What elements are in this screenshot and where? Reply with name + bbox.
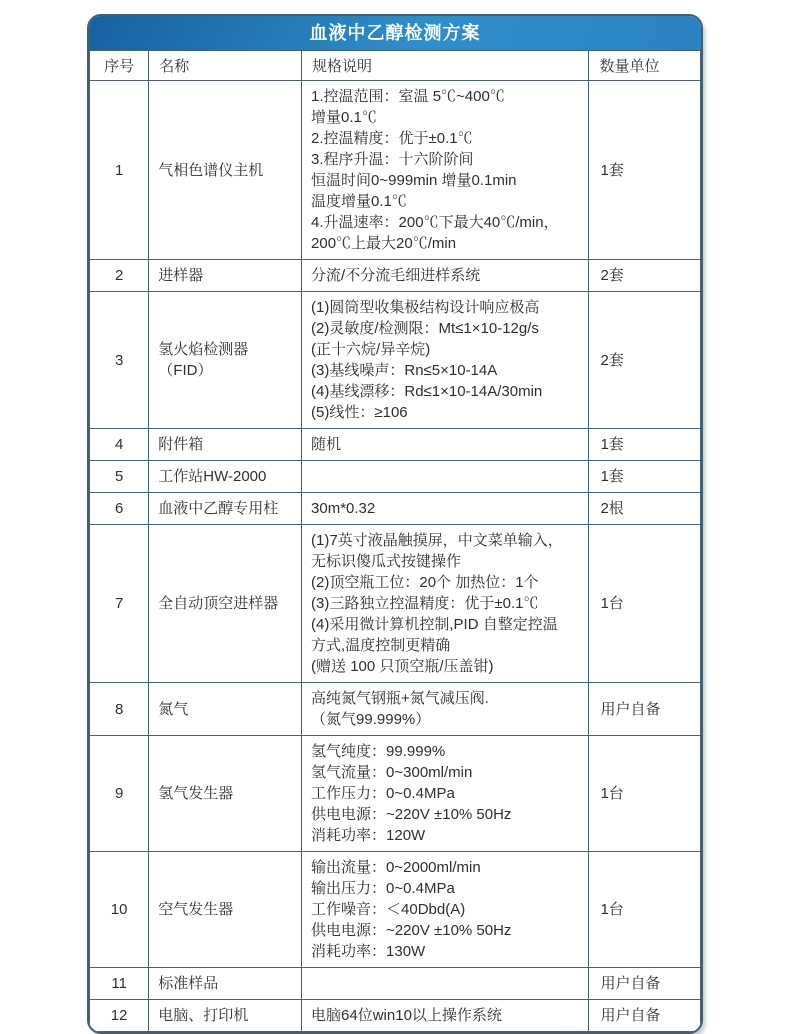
- spec-line: 供电电源：~220V ±10% 50Hz: [311, 922, 512, 939]
- quantity-cell: 1套: [589, 429, 701, 461]
- spec-line: (赠送 100 只顶空瓶/压盖钳): [311, 658, 494, 675]
- spec-cell: [302, 736, 589, 852]
- table-row: [90, 525, 701, 683]
- spec-line: (5)线性：≥106: [311, 404, 408, 421]
- row-number-cell: 8: [90, 683, 149, 736]
- row-number-cell: 10: [90, 852, 149, 968]
- table-row: [90, 736, 701, 852]
- quantity-cell: 2套: [589, 292, 701, 429]
- row-number-cell: 1: [90, 81, 149, 260]
- table-row: [90, 1000, 701, 1032]
- spec-cell: [302, 1000, 589, 1032]
- row-number-cell: 4: [90, 429, 149, 461]
- spec-line: 2.控温精度：优于±0.1℃: [311, 130, 473, 147]
- spec-line: 30m*0.32: [311, 500, 376, 517]
- spec-line: 电脑64位win10以上操作系统: [311, 1007, 502, 1024]
- spec-line: (1)7英寸液晶触摸屏，中文菜单输入，: [311, 532, 563, 549]
- spec-line: 无标识傻瓜式按键操作: [311, 553, 462, 570]
- quantity-cell: 2根: [589, 493, 701, 525]
- spec-cell: [302, 852, 589, 968]
- column-header-spec: 规格说明: [302, 51, 589, 81]
- spec-cell: [302, 292, 589, 429]
- quantity-cell: 1台: [589, 736, 701, 852]
- quantity-cell: 1台: [589, 852, 701, 968]
- spec-line: 消耗功率：120W: [311, 827, 426, 844]
- spec-line: 1.控温范围：室温 5℃~400℃: [311, 88, 505, 105]
- table-body: [90, 81, 701, 1032]
- quantity-cell: 用户自备: [589, 683, 701, 736]
- spec-line: 输出压力：0~0.4MPa: [311, 880, 455, 897]
- item-name-cell: 氢火焰检测器（FID）: [149, 292, 302, 429]
- table-row: [90, 852, 701, 968]
- table-row: [90, 968, 701, 1000]
- spec-line: (4)基线漂移：Rd≤1×10-14A/30min: [311, 383, 543, 400]
- table-row: [90, 683, 701, 736]
- spec-line: 随机: [311, 436, 342, 453]
- row-number-cell: 12: [90, 1000, 149, 1032]
- table-row: [90, 493, 701, 525]
- table-row: [90, 292, 701, 429]
- item-name-cell: 附件箱: [149, 429, 302, 461]
- item-name-cell: 工作站HW-2000: [149, 461, 302, 493]
- row-number-cell: 6: [90, 493, 149, 525]
- quantity-cell: 1台: [589, 525, 701, 683]
- quantity-cell: 2套: [589, 260, 701, 292]
- row-number-cell: 7: [90, 525, 149, 683]
- row-number-cell: 2: [90, 260, 149, 292]
- spec-line: 200℃上最大20℃/min: [311, 235, 457, 252]
- quantity-cell: 1套: [589, 81, 701, 260]
- item-name-cell: 氢气发生器: [149, 736, 302, 852]
- row-number-cell: 11: [90, 968, 149, 1000]
- spec-line: 增量0.1℃: [311, 109, 377, 126]
- spec-line: 温度增量0.1℃: [311, 193, 407, 210]
- table-row: [90, 429, 701, 461]
- spec-line: (2)灵敏度/检测限：Mt≤1×10-12g/s: [311, 320, 539, 337]
- spec-line: 高纯氮气钢瓶+氮气减压阀.: [311, 690, 489, 707]
- spec-line: 恒温时间0~999min 增量0.1min: [311, 172, 517, 189]
- header-row: [90, 51, 701, 81]
- spec-cell: [302, 493, 589, 525]
- spec-line: (4)采用微计算机控制,PID 自整定控温: [311, 616, 558, 633]
- quantity-cell: 用户自备: [589, 968, 701, 1000]
- column-header-qty: 数量单位: [589, 51, 701, 81]
- quantity-cell: 用户自备: [589, 1000, 701, 1032]
- item-name-cell: 氮气: [149, 683, 302, 736]
- spec-line: 输出流量：0~2000ml/min: [311, 859, 481, 876]
- spec-table: [89, 50, 701, 1032]
- spec-line: 分流/不分流毛细进样系统: [311, 267, 481, 284]
- item-name-cell: 全自动顶空进样器: [149, 525, 302, 683]
- spec-cell: [302, 260, 589, 292]
- item-name-cell: 血液中乙醇专用柱: [149, 493, 302, 525]
- row-number-cell: 9: [90, 736, 149, 852]
- spec-cell: [302, 461, 589, 493]
- item-name-cell: 空气发生器: [149, 852, 302, 968]
- spec-line: (3)三路独立控温精度：优于±0.1℃: [311, 595, 539, 612]
- table-row: [90, 81, 701, 260]
- spec-line: (3)基线噪声：Rn≤5×10-14A: [311, 362, 498, 379]
- spec-line: 工作噪音：＜40Dbd(A): [311, 901, 466, 918]
- spec-line: 供电电源：~220V ±10% 50Hz: [311, 806, 512, 823]
- spec-line: 氢气纯度：99.999%: [311, 743, 446, 760]
- spec-line: 氢气流量：0~300ml/min: [311, 764, 473, 781]
- spec-line: 工作压力：0~0.4MPa: [311, 785, 455, 802]
- spec-cell: [302, 525, 589, 683]
- spec-line: 4.升温速率：200℃下最大40℃/min，: [311, 214, 559, 231]
- item-name-cell: 进样器: [149, 260, 302, 292]
- spec-line: (正十六烷/异辛烷): [311, 341, 431, 358]
- table-row: [90, 461, 701, 493]
- spec-cell: [302, 968, 589, 1000]
- page-title: 血液中乙醇检测方案: [89, 16, 701, 50]
- spec-line: (1)圆筒型收集极结构设计响应极高: [311, 299, 540, 316]
- spec-line: 方式,温度控制更精确: [311, 637, 451, 654]
- quantity-cell: 1套: [589, 461, 701, 493]
- table-row: [90, 260, 701, 292]
- spec-line: (2)顶空瓶工位：20个 加热位：1个: [311, 574, 539, 591]
- item-name-cell: 气相色谱仪主机: [149, 81, 302, 260]
- column-header-name: 名称: [149, 51, 302, 81]
- column-header-no: 序号: [90, 51, 149, 81]
- item-name-cell: 电脑、打印机: [149, 1000, 302, 1032]
- spec-line: 消耗功率：130W: [311, 943, 426, 960]
- spec-cell: [302, 429, 589, 461]
- spec-line: （氮气99.999%）: [311, 711, 431, 728]
- spec-line: 3.程序升温：十六阶阶间: [311, 151, 474, 168]
- item-name-cell: 标准样品: [149, 968, 302, 1000]
- spec-card: [87, 14, 703, 1034]
- spec-cell: [302, 81, 589, 260]
- spec-cell: [302, 683, 589, 736]
- row-number-cell: 5: [90, 461, 149, 493]
- row-number-cell: 3: [90, 292, 149, 429]
